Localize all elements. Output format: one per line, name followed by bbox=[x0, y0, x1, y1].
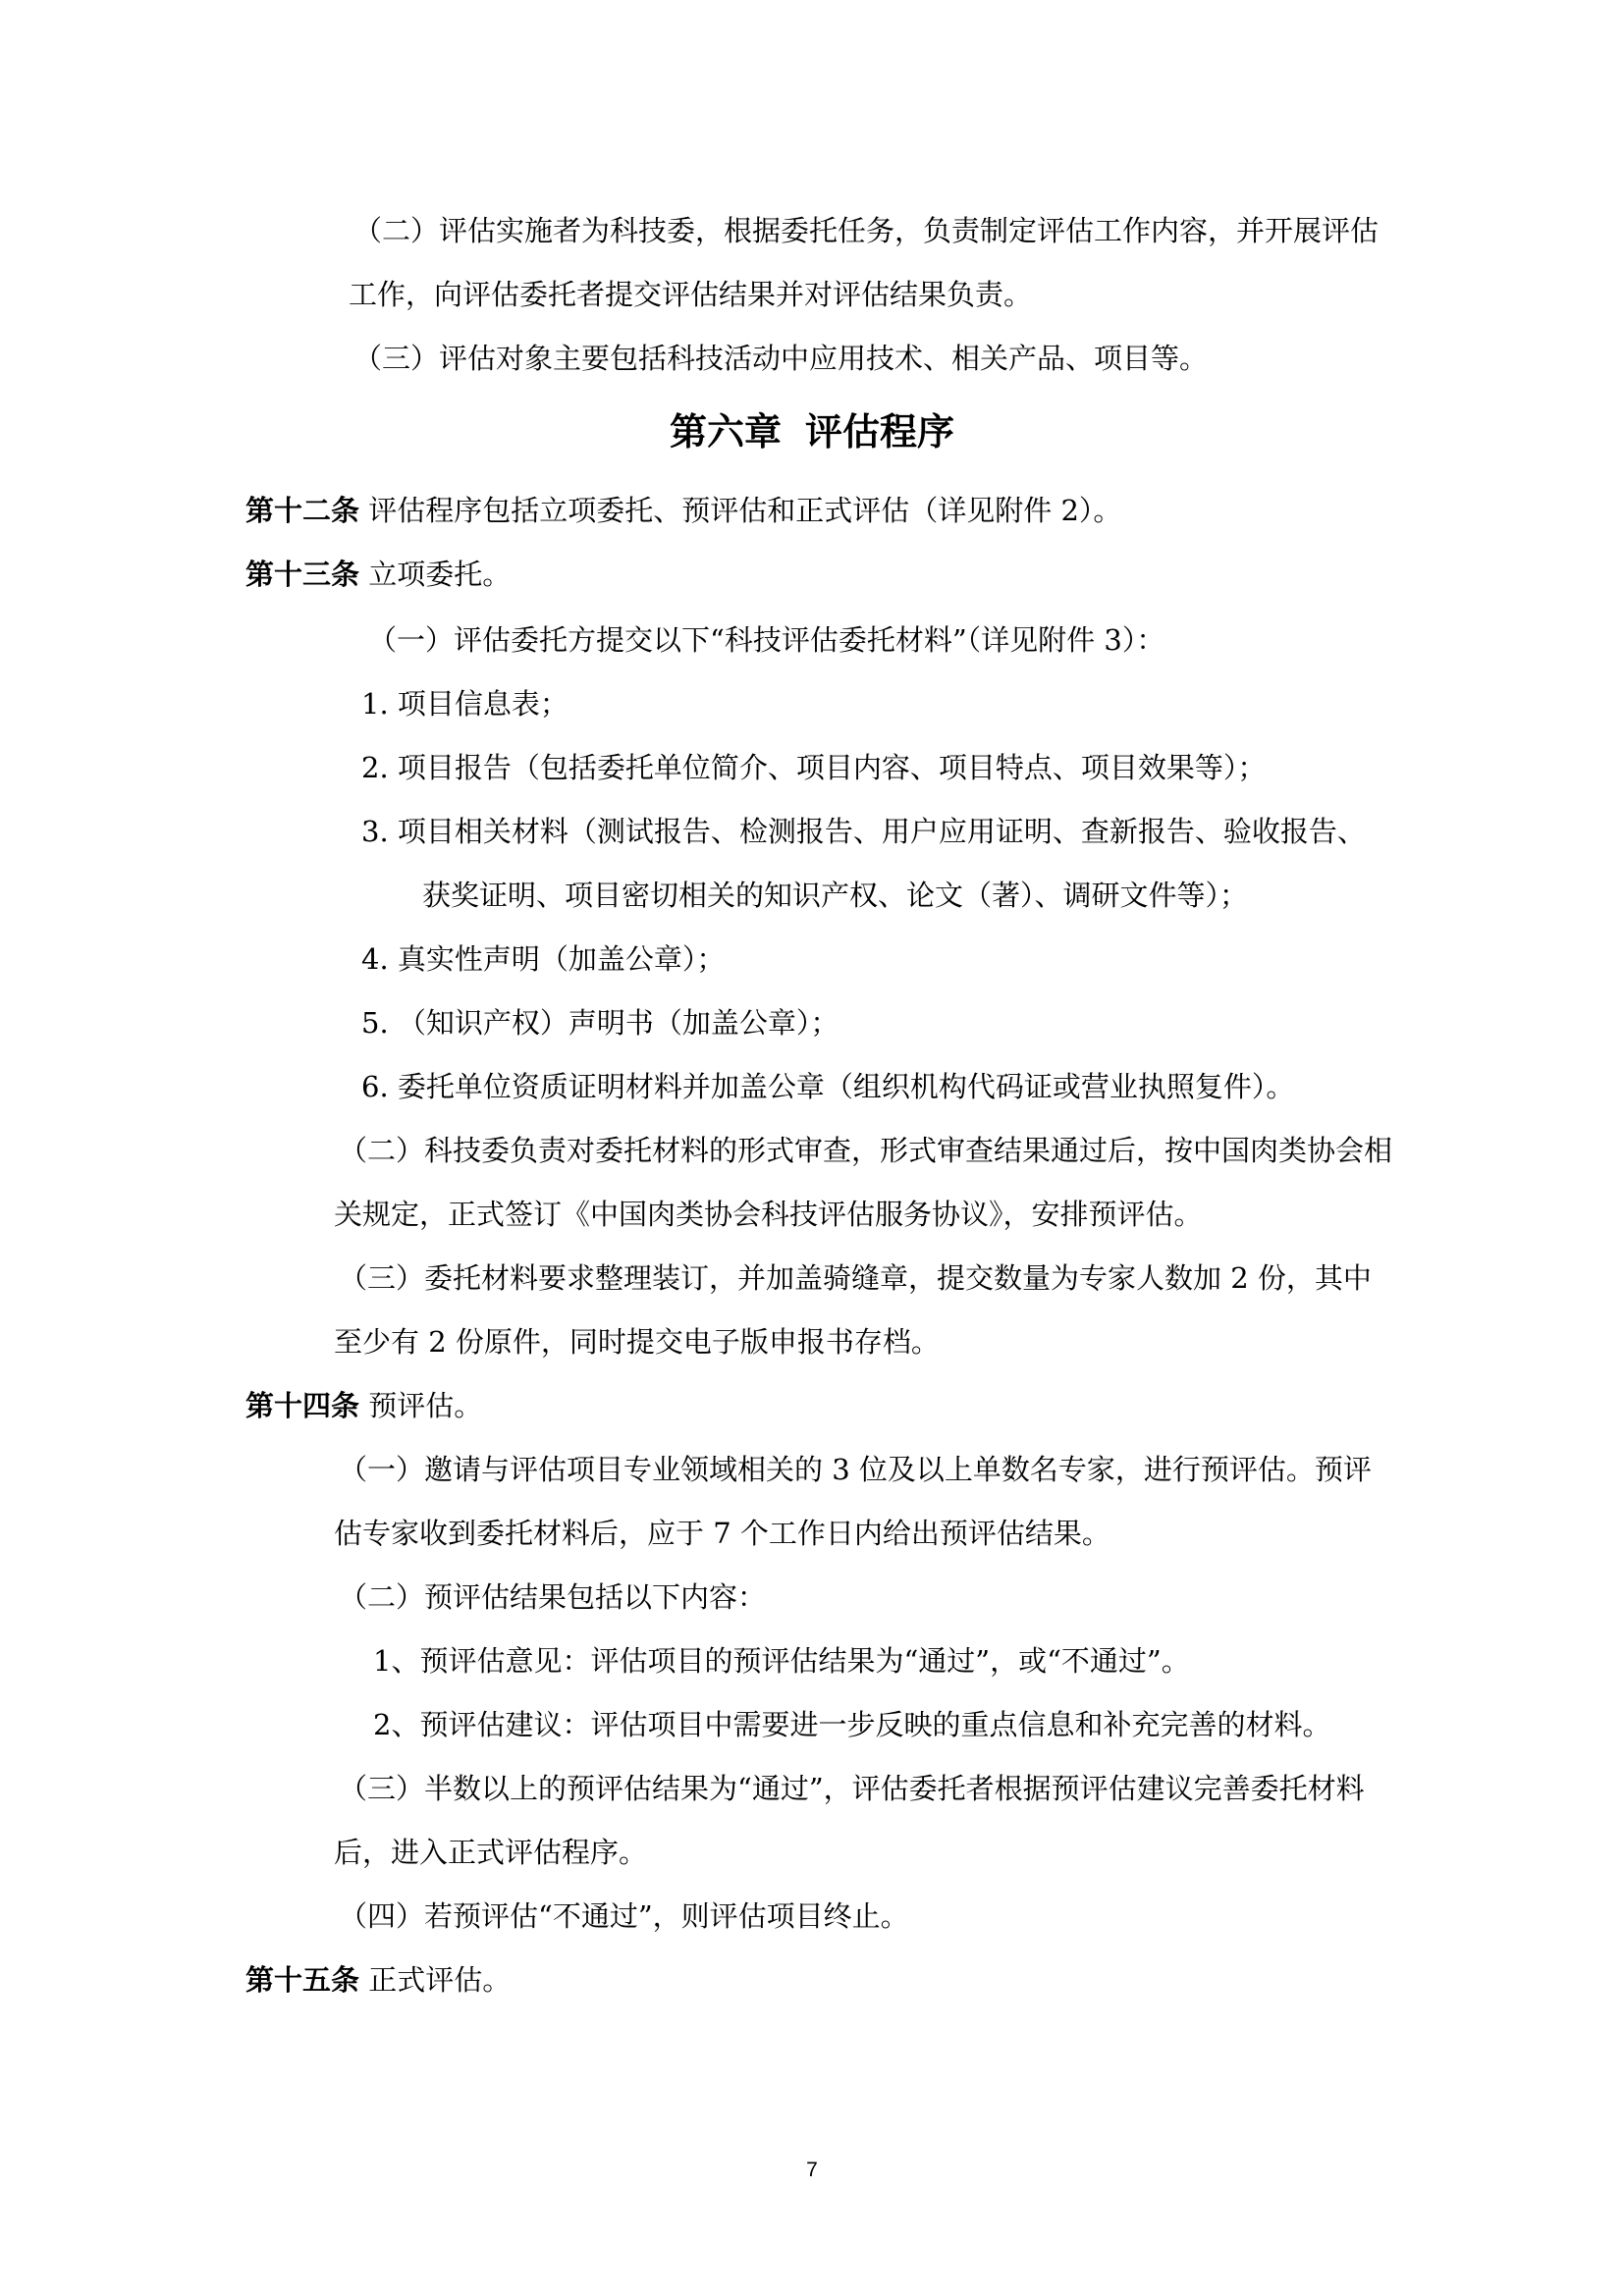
article-13-item3-line1: （三）委托材料要求整理装订，并加盖骑缝章，提交数量为专家人数加 2 份，其中 bbox=[339, 1261, 1372, 1295]
article-13-list-item-continuation: 获奖证明、项目密切相关的知识产权、论文（著）、调研文件等）； bbox=[422, 879, 1249, 912]
chapter-number: 第六章 bbox=[669, 410, 782, 454]
article-14-item1-line2: 估专家收到委托材料后，应于 7 个工作日内给出预评估结果。 bbox=[334, 1517, 1110, 1550]
article-13-label: 第十三条 bbox=[245, 558, 360, 591]
article-13-list-item: 3. 项目相关材料（测试报告、检测报告、用户应用证明、查新报告、验收报告、 bbox=[361, 815, 1366, 848]
page-number: 7 bbox=[806, 2159, 818, 2181]
article-14-sub1: 1、预评估意见：评估项目的预评估结果为“通过”，或“不通过”。 bbox=[373, 1644, 1190, 1678]
article-13 bbox=[245, 555, 511, 594]
article-13-item3-line2: 至少有 2 份原件，同时提交电子版申报书存档。 bbox=[334, 1325, 940, 1359]
article-14-item3-line1: （三）半数以上的预评估结果为“通过”，评估委托者根据预评估建议完善委托材料 bbox=[339, 1772, 1365, 1805]
article-15-text: 正式评估。 bbox=[368, 1963, 512, 1997]
article-12-label: 第十二条 bbox=[245, 494, 360, 527]
article-15 bbox=[245, 1960, 511, 2000]
article-12 bbox=[245, 491, 1121, 530]
article-12-text: 评估程序包括立项委托、预评估和正式评估（详见附件 2）。 bbox=[368, 494, 1122, 527]
article-15-label: 第十五条 bbox=[245, 1963, 360, 1997]
section5-item3: （三）评估对象主要包括科技活动中应用技术、相关产品、项目等。 bbox=[353, 342, 1209, 375]
section5-item2-line2: 工作，向评估委托者提交评估结果并对评估结果负责。 bbox=[349, 278, 1033, 311]
article-14-item2: （二）预评估结果包括以下内容： bbox=[339, 1580, 767, 1614]
section5-item2-line1: （二）评估实施者为科技委，根据委托任务，负责制定评估工作内容，并开展评估 bbox=[353, 214, 1380, 247]
article-13-list-item: 4. 真实性声明（加盖公章）； bbox=[361, 942, 726, 976]
article-13-list-item: 5. （知识产权）声明书（加盖公章）； bbox=[361, 1006, 839, 1040]
article-13-item2-line1: （二）科技委负责对委托材料的形式审查，形式审查结果通过后，按中国肉类协会相 bbox=[339, 1134, 1393, 1167]
article-14-item4: （四）若预评估“不通过”，则评估项目终止。 bbox=[339, 1899, 909, 1933]
article-13-list-item: 1. 项目信息表； bbox=[361, 687, 568, 721]
article-13-item2-line2: 关规定，正式签订《中国肉类协会科技评估服务协议》，安排预评估。 bbox=[334, 1198, 1203, 1231]
article-14-label: 第十四条 bbox=[245, 1389, 360, 1422]
article-14-text: 预评估。 bbox=[368, 1389, 483, 1422]
article-14-sub2: 2、预评估建议：评估项目中需要进一步反映的重点信息和补充完善的材料。 bbox=[373, 1708, 1331, 1741]
article-13-list-item: 6. 委托单位资质证明材料并加盖公章（组织机构代码证或营业执照复件）。 bbox=[361, 1070, 1295, 1103]
article-13-text: 立项委托。 bbox=[368, 558, 512, 591]
chapter-title: 评估程序 bbox=[805, 410, 955, 454]
article-14-item1-line1: （一）邀请与评估项目专业领域相关的 3 位及以上单数名专家，进行预评估。预评 bbox=[339, 1453, 1372, 1486]
article-13-item1: （一）评估委托方提交以下“科技评估委托材料”（详见附件 3）： bbox=[368, 623, 1165, 657]
article-14-item3-line2: 后，进入正式评估程序。 bbox=[334, 1836, 648, 1869]
article-14 bbox=[245, 1386, 482, 1425]
chapter-heading bbox=[0, 407, 1624, 456]
article-13-list-item: 2. 项目报告（包括委托单位简介、项目内容、项目特点、项目效果等）； bbox=[361, 751, 1267, 784]
